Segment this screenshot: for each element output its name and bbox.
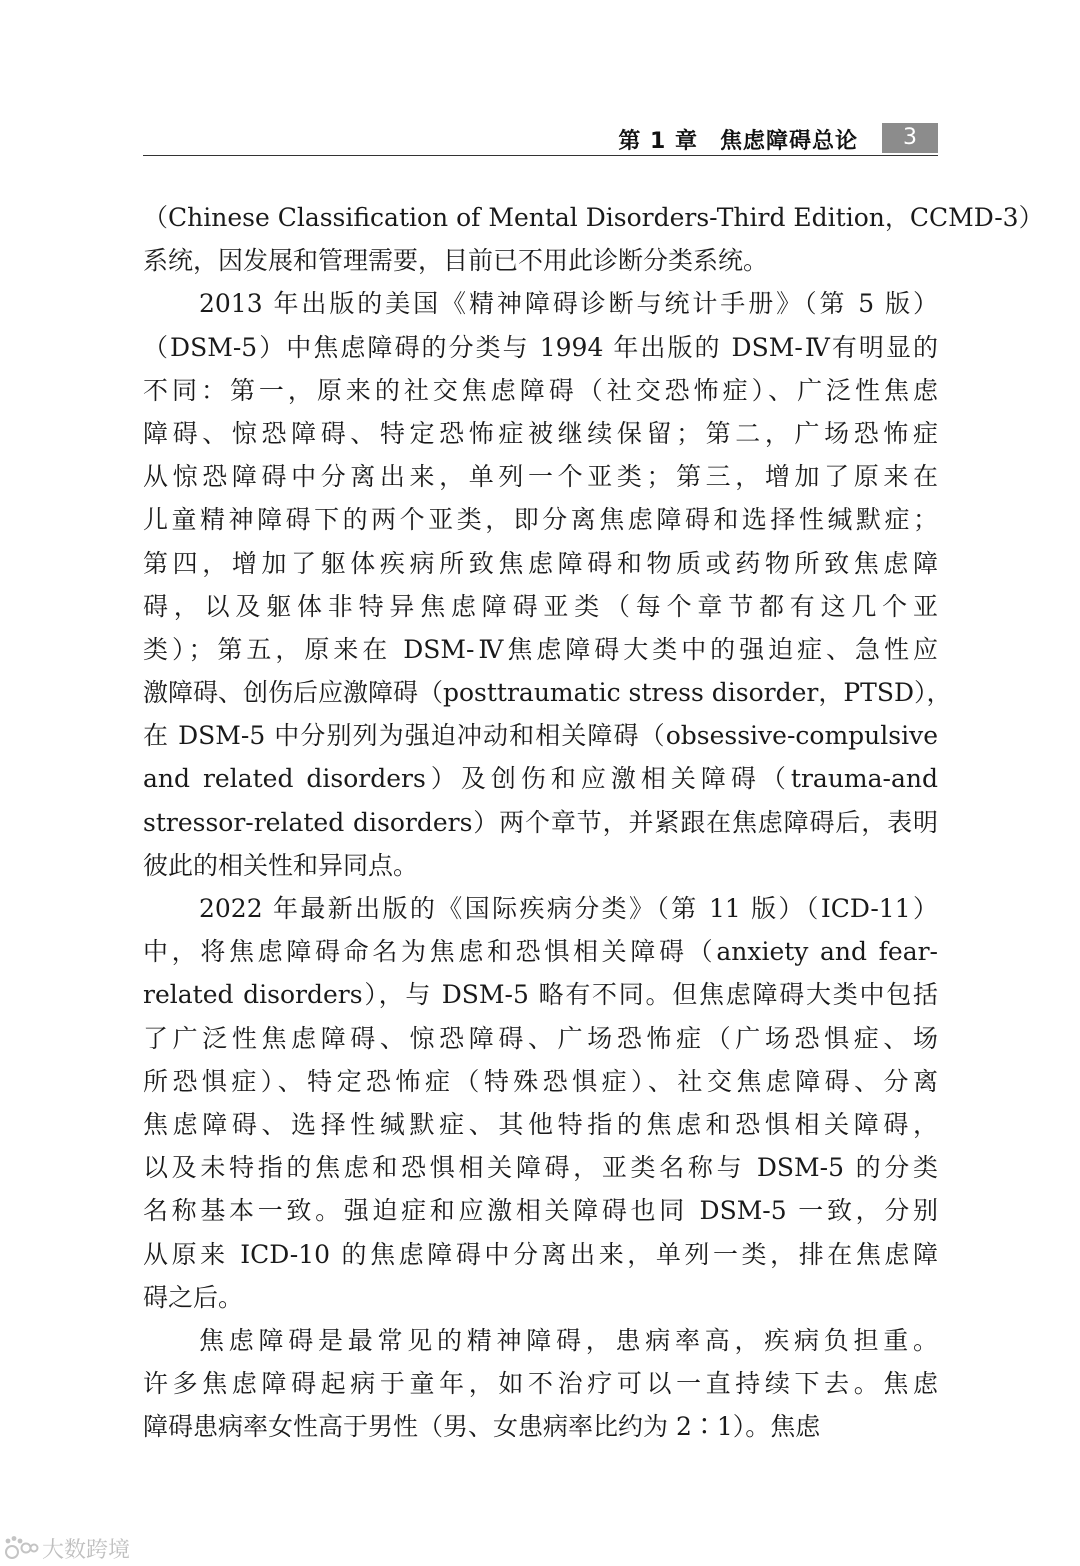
text-line: 儿童精神障碍下的两个亚类，即分离焦虑障碍和选择性缄默症； (143, 505, 938, 535)
text-line: 2022 年最新出版的《国际疾病分类》（第 11 版）（ICD-11） (199, 894, 938, 923)
text-line: 激障碍、创伤后应激障碍（posttraumatic stress disorder，PTSD）， (143, 678, 952, 708)
page-header (143, 120, 938, 156)
text-line: and related disorders）及创伤和应激相关障碍（trauma-and (143, 764, 938, 794)
text-line: 类）；第五，原来在 DSM-Ⅳ焦虑障碍大类中的强迫症、急性应 (143, 634, 938, 664)
text-line: 障碍患病率女性高于男性（男、女患病率比约为 2∶1）。焦虑 (143, 1412, 821, 1442)
text-line: 2013 年出版的美国《精神障碍诊断与统计手册》（第 5 版） (199, 289, 938, 319)
paw-logo-icon (4, 1535, 38, 1561)
text-line: 第四，增加了躯体疾病所致焦虑障碍和物质或药物所致焦虑障 (143, 548, 938, 578)
text-line: 碍之后。 (143, 1282, 244, 1312)
text-line: 焦虑障碍、选择性缄默症、其他特指的焦虑和恐惧相关障碍， (143, 1109, 938, 1139)
running-head (618, 124, 858, 155)
paragraph (143, 196, 1044, 282)
chapter-title: 焦虑障碍总论 (719, 129, 858, 154)
text-line: 焦虑障碍是最常见的精神障碍，患病率高，疾病负担重。 (199, 1325, 938, 1355)
body-text (143, 196, 1044, 1448)
text-line: stressor-related disorders）两个章节，并紧跟在焦虑障碍后，表明 (143, 807, 938, 837)
text-line: 许多焦虑障碍起病于童年，如不治疗可以一直持续下去。焦虑 (143, 1369, 938, 1399)
text-line: （Chinese Classification of Mental Disorders-Third Edition，CCMD-3） (143, 203, 1044, 232)
watermark (4, 1533, 130, 1563)
text-line: 不同：第一，原来的社交焦虑障碍（社交恐怖症）、广泛性焦虑 (143, 375, 938, 405)
paragraph (143, 1319, 938, 1449)
paragraph (143, 282, 952, 887)
text-line: 障碍、惊恐障碍、特定恐怖症被继续保留；第二，广场恐怖症 (143, 418, 938, 448)
text-line: （DSM-5）中焦虑障碍的分类与 1994 年出版的 DSM-Ⅳ有明显的 (143, 332, 938, 362)
header-divider (143, 155, 938, 156)
text-line: 所恐惧症）、特定恐怖症（特殊恐惧症）、社交焦虑障碍、分离 (143, 1066, 938, 1096)
text-line: 碍，以及躯体非特异焦虑障碍亚类（每个章节都有这几个亚 (143, 591, 938, 621)
text-line: 了广泛性焦虑障碍、惊恐障碍、广场恐怖症（广场恐惧症、场 (143, 1023, 938, 1053)
text-line: 从惊恐障碍中分离出来，单列一个亚类；第三，增加了原来在 (143, 462, 938, 492)
text-line: 中，将焦虑障碍命名为焦虑和恐惧相关障碍（anxiety and fear- (143, 937, 938, 967)
text-line: related disorders），与 DSM-5 略有不同。但焦虑障碍大类中包括 (143, 980, 938, 1010)
watermark-text: 大数跨境 (42, 1537, 131, 1563)
text-line: 从原来 ICD-10 的焦虑障碍中分离出来，单列一类，排在焦虑障 (143, 1239, 938, 1269)
text-line: 系统，因发展和管理需要，目前已不用此诊断分类系统。 (143, 246, 769, 276)
chapter-number: 第 1 章 (618, 129, 698, 154)
paragraph (143, 887, 938, 1319)
text-line: 名称基本一致。强迫症和应激相关障碍也同 DSM-5 一致，分别 (143, 1196, 938, 1226)
text-line: 彼此的相关性和异同点。 (143, 850, 419, 880)
text-line: 以及未特指的焦虑和恐惧相关障碍，亚类名称与 DSM-5 的分类 (143, 1153, 938, 1183)
page-number: 3 (882, 123, 938, 153)
text-line: 在 DSM-5 中分别列为强迫冲动和相关障碍（obsessive-compulsive (143, 721, 938, 751)
